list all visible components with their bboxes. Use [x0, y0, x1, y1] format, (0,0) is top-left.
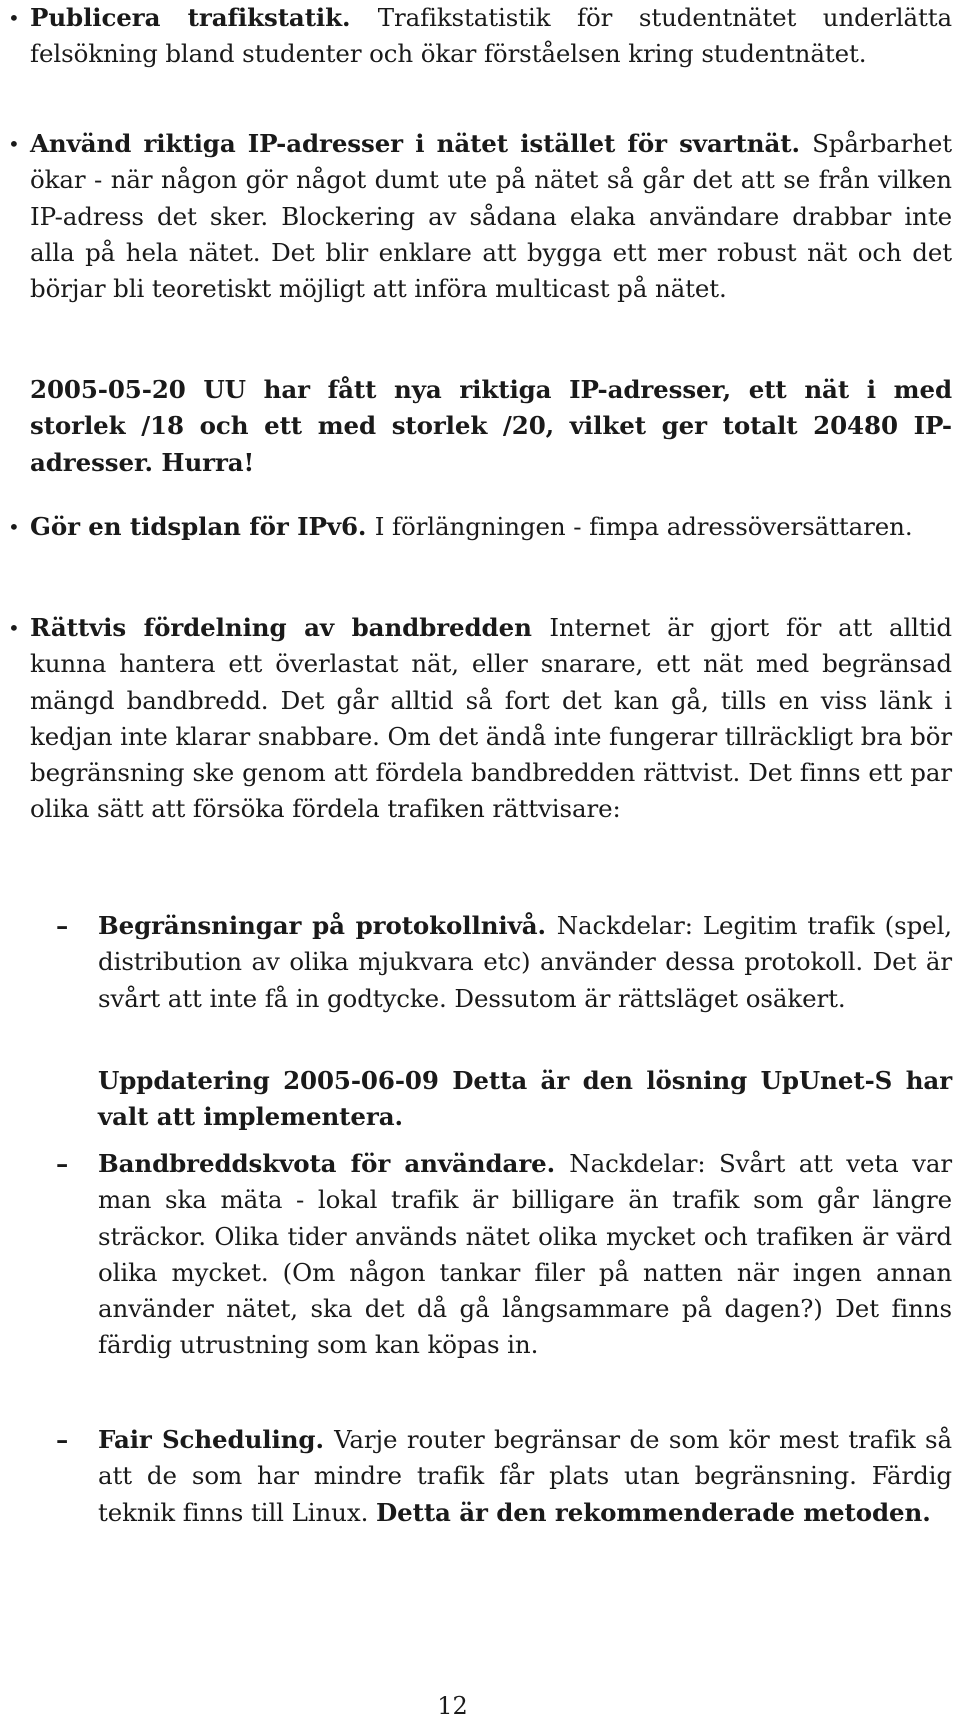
subitem-text: Nackdelar: Svårt att veta var man ska mäta - lokal trafik är billigare än trafik som går längre sträckor. Olika tider används nätet olika mycket och trafiken är värd olika mycket. (Om någon tankar filer på natten när ingen annan använder nätet, ska det då gå långsammare på dagen?) Det finns färdig utrustning som kan köpas in.: [98, 1149, 953, 1360]
dash-icon: –: [56, 1425, 69, 1454]
subitem-fair-scheduling: [56, 1422, 952, 1531]
item-title: Gör en tidsplan för IPv6.: [30, 512, 375, 541]
item-text: I förlängningen - fimpa adressöversättaren.: [374, 512, 913, 541]
subitem-text: Varje router begränsar de som kör mest trafik så att de som har mindre trafik får plats utan begränsning. Färdig teknik finns till Linux.: [98, 1425, 952, 1527]
bullet-item-ipv6: [8, 509, 952, 545]
item-text: Trafikstatistik för studentnätet underlätta felsökning bland studenter och ökar förståelsen kring studentnätet.: [30, 3, 952, 69]
subitem-protokollniva: [56, 908, 952, 1017]
bullet-item-bandbredd: [8, 610, 952, 828]
bullet-icon: •: [8, 6, 20, 30]
subitem-title: Begränsningar på protokollnivå.: [98, 911, 557, 940]
item-text: Internet är gjort för att alltid kunna hantera ett överlastat nät, eller snarare, ett nät med begränsad mängd bandbredd. Det går alltid så fort det kan gå, tills en viss länk i kedjan inte klarar snabbare. Om det ändå inte fungerar tillräckligt bra bör begränsning ske genom att fördela bandbredden rättvist. Det finns ett par olika sätt att försöka fördela trafiken rättvisare:: [30, 613, 952, 824]
subitem-emphasis: Detta är den rekommenderade metoden.: [375, 1497, 931, 1527]
update-note-text: 2005-05-20 UU har fått nya riktiga IP-adresser, ett nät i med storlek /18 och ett med storlek /20, vilket ger totalt 20480 IP-adresser. Hurra!: [30, 375, 952, 477]
item-title: Använd riktiga IP-adresser i nätet istället för svartnät.: [30, 129, 813, 158]
bullet-icon: •: [8, 616, 20, 640]
bullet-item-ip-adresser: [8, 126, 952, 307]
bullet-icon: •: [8, 515, 20, 539]
subitem-title: Bandbreddskvota för användare.: [98, 1149, 570, 1178]
item-title: Publicera trafikstatik.: [30, 3, 378, 32]
dash-icon: –: [56, 1149, 69, 1178]
subitem-bandbreddskvota: [56, 1146, 953, 1364]
update-note-ip: [30, 372, 952, 481]
update-note-text: Uppdatering 2005-06-09 Detta är den lösning UpUnet-S har valt att implementera.: [98, 1066, 952, 1132]
page-number: 12: [437, 1692, 468, 1720]
bullet-icon: •: [8, 132, 20, 156]
subitem-text: Nackdelar: Legitim trafik (spel, distribution av olika mjukvara etc) använder dessa protokoll. Det är svårt att inte få in godtycke. Dessutom är rättsläget osäkert.: [98, 911, 952, 1013]
subitem-title: Fair Scheduling.: [98, 1425, 335, 1454]
item-text: Spårbarhet ökar - när någon gör något dumt ute på nätet så går det att se från vilken IP-adress det sker. Blockering av sådana elaka användare drabbar inte alla på hela nätet. Det blir enklare att bygga ett mer robust nät och det börjar bli teoretiskt möjligt att införa multicast på nätet.: [30, 129, 952, 304]
dash-icon: –: [56, 911, 69, 940]
bullet-item-trafikstatik: [8, 0, 952, 73]
update-note-protokoll: [98, 1063, 952, 1136]
item-title: Rättvis fördelning av bandbredden: [30, 613, 550, 642]
